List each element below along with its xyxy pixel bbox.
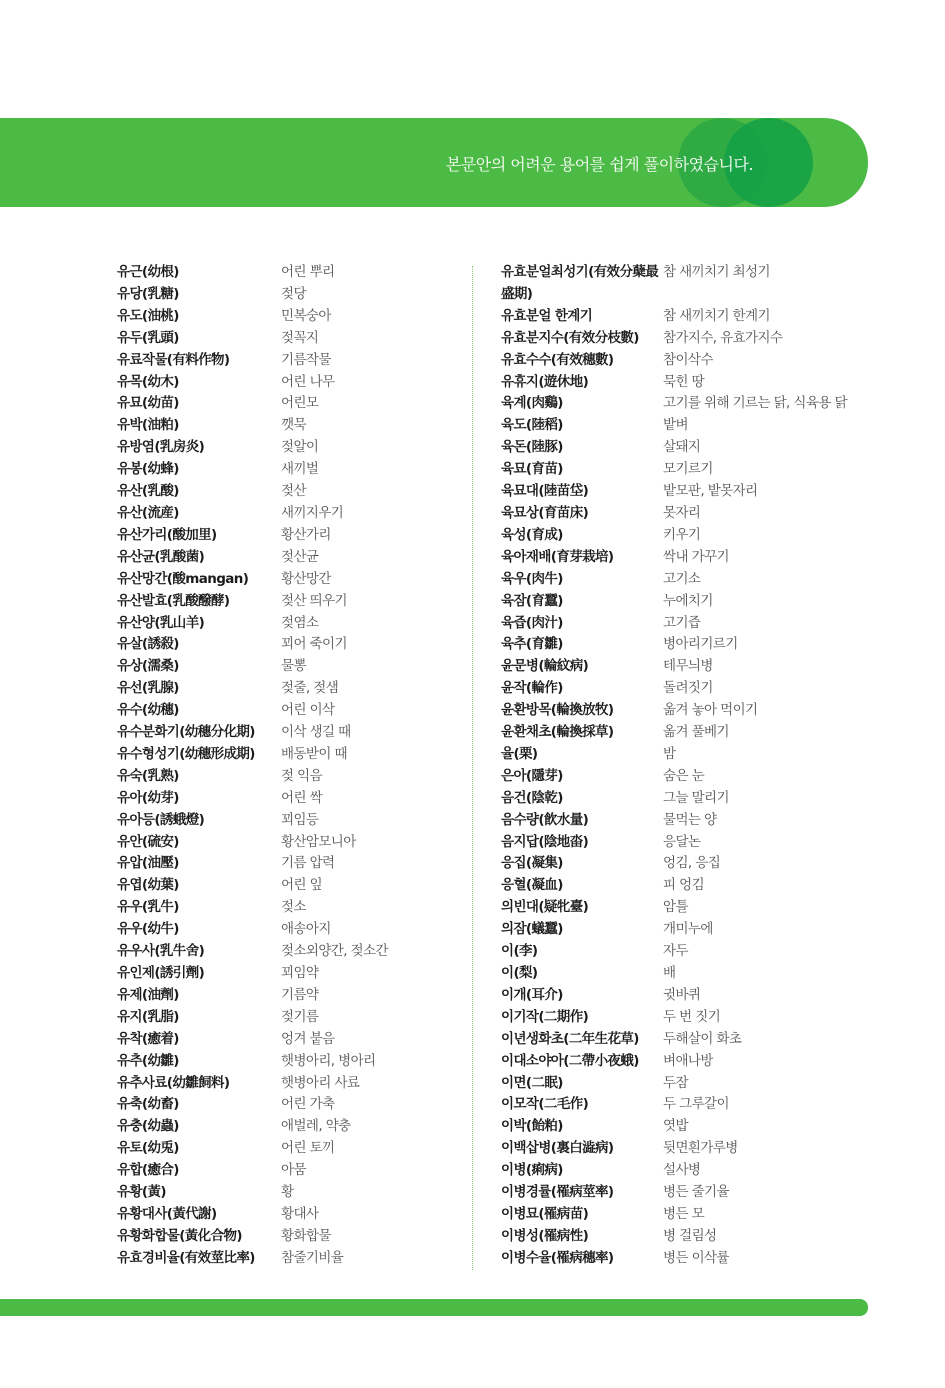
glossary-definition: 숨은 눈 [663, 767, 705, 784]
glossary-definition: 누에치기 [663, 592, 713, 609]
glossary-definition: 어린 토끼 [281, 1140, 335, 1157]
glossary-entry [117, 656, 467, 678]
glossary-term: 유우(幼牛) [117, 921, 179, 938]
glossary-definition: 이삭 생길 때 [281, 724, 351, 741]
glossary-definition: 참줄기비율 [281, 1249, 344, 1266]
glossary-term: 의잠(蟻蠶) [501, 921, 563, 938]
glossary-term: 윤작(輪作) [501, 680, 563, 697]
glossary-definition: 못자리 [663, 504, 701, 521]
glossary-definition: 병 걸림성 [663, 1227, 717, 1244]
glossary-entry [501, 963, 861, 985]
glossary-entry [117, 372, 467, 394]
glossary-definition: 물먹는 양 [663, 811, 717, 828]
glossary-definition: 젖줄, 젖샘 [281, 680, 339, 697]
glossary-entry [117, 1029, 467, 1051]
glossary-definition: 엉김, 응집 [663, 855, 721, 872]
glossary-entry [117, 919, 467, 941]
glossary-definition: 뒷면흰가루병 [663, 1140, 738, 1157]
glossary-definition: 밭벼 [663, 417, 688, 434]
glossary-term: 육묘대(陸苗垈) [501, 483, 589, 500]
glossary-definition: 젖산균 [281, 548, 319, 565]
glossary-term: 육계(肉鷄) [501, 395, 563, 412]
glossary-definition: 그늘 말리기 [663, 789, 729, 806]
glossary-definition: 병든 이삭률 [663, 1249, 729, 1266]
glossary-entry [501, 415, 861, 437]
glossary-column-right [501, 262, 861, 1270]
glossary-term: 유축(幼畜) [117, 1096, 179, 1113]
glossary-term: 유아(幼芽) [117, 789, 179, 806]
glossary-entry [117, 481, 467, 503]
glossary-term: 유방염(乳房炎) [117, 439, 205, 456]
glossary-entry [501, 1226, 861, 1248]
glossary-definition: 젖기름 [281, 1008, 319, 1025]
glossary-definition: 햇병아리 사료 [281, 1074, 360, 1091]
glossary-definition: 햇병아리, 병아리 [281, 1052, 376, 1069]
glossary-definition: 기름약 [281, 986, 319, 1003]
glossary-entry [117, 613, 467, 635]
glossary-definition: 벼애나방 [663, 1052, 713, 1069]
glossary-entry [501, 1051, 861, 1073]
glossary-entry [117, 437, 467, 459]
glossary-entry [501, 678, 861, 700]
glossary-entry [501, 788, 861, 810]
glossary-term: 유근(幼根) [117, 264, 179, 280]
glossary-entry [117, 766, 467, 788]
glossary-term: 유봉(幼蜂) [117, 461, 179, 478]
glossary-term: 이병수율(罹病穗率) [501, 1249, 614, 1266]
glossary-entry [501, 569, 861, 591]
glossary-term: 유산(乳酸) [117, 483, 179, 500]
glossary-term: 유묘(幼苗) [117, 395, 179, 412]
glossary-entry [501, 1094, 861, 1116]
glossary-definition: 황산망간 [281, 570, 331, 587]
glossary-term: 이병(痢病) [501, 1162, 563, 1179]
glossary-definition: 고기소 [663, 570, 701, 587]
glossary-entry [501, 656, 861, 678]
glossary-term: 이병묘(罹病苗) [501, 1205, 589, 1222]
glossary-term: 유수(幼穗) [117, 702, 179, 719]
glossary-entry [501, 1029, 861, 1051]
glossary-entry [117, 503, 467, 525]
glossary-definition: 옮겨 풀베기 [663, 724, 729, 741]
glossary-entry [501, 810, 861, 832]
glossary-term: 유수형성기(幼穗形成期) [117, 745, 255, 762]
glossary-definition: 모기르기 [663, 461, 713, 478]
glossary-definition: 병든 줄기율 [663, 1184, 729, 1201]
glossary-definition: 기름 압력 [281, 855, 335, 872]
glossary-definition: 돌려짓기 [663, 680, 713, 697]
glossary-term: 유숙(乳熟) [117, 767, 179, 784]
glossary-definition: 자두 [663, 943, 688, 960]
glossary-entry [117, 350, 467, 372]
glossary-definition: 젖알이 [281, 439, 319, 456]
glossary-definition: 살돼지 [663, 439, 701, 456]
glossary-term: 유안(硫安) [117, 833, 179, 850]
glossary-definition: 싹내 가꾸기 [663, 548, 729, 565]
glossary-definition: 젖산 [281, 483, 306, 500]
glossary-definition: 아뭄 [281, 1162, 306, 1179]
glossary-entry [501, 1073, 861, 1095]
glossary-definition: 옮겨 놓아 먹이기 [663, 702, 758, 719]
glossary-entry [501, 481, 861, 503]
glossary-definition: 참 새끼치기 한계기 [663, 307, 770, 324]
glossary-definition: 배 [663, 965, 676, 981]
glossary-term: 육돈(陸豚) [501, 439, 563, 456]
glossary-definition: 고기즙 [663, 614, 701, 631]
glossary-term: 유선(乳腺) [117, 680, 179, 697]
glossary-term: 이년생화초(二年生花草) [501, 1030, 639, 1047]
glossary-entry [501, 591, 861, 613]
glossary-definition: 병든 모 [663, 1205, 705, 1222]
glossary-entry [501, 1204, 861, 1226]
glossary-term: 유압(油壓) [117, 855, 179, 872]
glossary-term: 유인제(誘引劑) [117, 965, 205, 981]
glossary-entry [501, 262, 861, 306]
glossary-term: 육추(育雛) [501, 636, 563, 653]
glossary-term: 육즙(肉汁) [501, 614, 563, 631]
glossary-definition: 기름작물 [281, 351, 331, 368]
glossary-term: 유효분얼최성기(有效分蘖最盛期) [501, 264, 659, 302]
glossary-definition: 두 번 짓기 [663, 1008, 721, 1025]
glossary-entry [501, 744, 861, 766]
glossary-entry [117, 941, 467, 963]
glossary-definition: 두해살이 화초 [663, 1030, 742, 1047]
glossary-entry [501, 613, 861, 635]
glossary-term: 유효분지수(有效分枝數) [501, 329, 639, 346]
glossary-column-left [117, 262, 467, 1270]
column-divider [472, 266, 473, 1270]
glossary-term: 유황(黃) [117, 1184, 166, 1201]
glossary-term: 이대소야아(二帶小夜蛾) [501, 1052, 639, 1069]
glossary-entry [117, 875, 467, 897]
glossary-entry [117, 1226, 467, 1248]
glossary-entry [501, 941, 861, 963]
glossary-definition: 깻묵 [281, 417, 306, 434]
glossary-term: 유제(油劑) [117, 986, 179, 1003]
glossary-term: 이(梨) [501, 965, 538, 981]
glossary-entry [117, 525, 467, 547]
glossary-entry [117, 722, 467, 744]
glossary-term: 유산양(乳山羊) [117, 614, 205, 631]
glossary-definition: 젖소 [281, 899, 306, 916]
glossary-definition: 엉겨 붙음 [281, 1030, 335, 1047]
glossary-entry [501, 459, 861, 481]
glossary-term: 응혈(凝血) [501, 877, 563, 894]
glossary-entry [501, 1182, 861, 1204]
glossary-term: 유엽(幼葉) [117, 877, 179, 894]
glossary-term: 유휴지(遊休地) [501, 373, 589, 390]
glossary-entry [501, 1248, 861, 1270]
glossary-definition: 어린 뿌리 [281, 264, 335, 280]
glossary-term: 음지답(陰地畓) [501, 833, 589, 850]
glossary-entry [501, 1116, 861, 1138]
glossary-definition: 엿밥 [663, 1118, 688, 1135]
glossary-entry [117, 678, 467, 700]
glossary-entry [117, 853, 467, 875]
glossary-term: 육도(陸稻) [501, 417, 563, 434]
glossary-entry [117, 1051, 467, 1073]
glossary-entry [117, 547, 467, 569]
header-caption: 본문안의 어려운 용어를 쉽게 풀이하였습니다. [445, 155, 753, 174]
glossary-entry [117, 459, 467, 481]
glossary-entry [501, 875, 861, 897]
glossary-term: 이병성(罹病性) [501, 1227, 589, 1244]
glossary-definition: 황화합물 [281, 1227, 331, 1244]
glossary-definition: 어린 가축 [281, 1096, 335, 1113]
glossary-entry [501, 547, 861, 569]
glossary-term: 육묘(育苗) [501, 461, 563, 478]
glossary-definition: 배동받이 때 [281, 745, 347, 762]
glossary-term: 유추(幼雛) [117, 1052, 179, 1069]
glossary-entry [501, 1160, 861, 1182]
glossary-definition: 황 [281, 1184, 294, 1201]
glossary-entry [117, 393, 467, 415]
glossary-definition: 어린 나무 [281, 373, 335, 390]
glossary-definition: 황대사 [281, 1205, 319, 1222]
glossary-term: 유상(濡桑) [117, 658, 179, 675]
glossary-entry [501, 722, 861, 744]
glossary-entry [117, 897, 467, 919]
glossary-definition: 물뽕 [281, 658, 306, 675]
glossary-definition: 암틀 [663, 899, 688, 916]
glossary-term: 윤환채초(輪換採草) [501, 724, 614, 741]
glossary-term: 유료작물(有料作物) [117, 351, 230, 368]
glossary-definition: 병아리기르기 [663, 636, 738, 653]
glossary-entry [501, 503, 861, 525]
glossary-entry [117, 1007, 467, 1029]
glossary-entry [501, 393, 861, 415]
glossary-term: 유목(幼木) [117, 373, 179, 390]
glossary-entry [501, 437, 861, 459]
glossary-term: 유우(乳牛) [117, 899, 179, 916]
glossary-definition: 두 그루갈이 [663, 1096, 729, 1113]
glossary-term: 은아(隱芽) [501, 767, 563, 784]
glossary-entry [117, 306, 467, 328]
glossary-definition: 고기를 위해 기르는 닭, 식육용 닭 [663, 395, 847, 412]
glossary-entry [117, 284, 467, 306]
glossary-entry [117, 832, 467, 854]
glossary-term: 유충(幼蟲) [117, 1118, 179, 1135]
glossary-entry [501, 372, 861, 394]
glossary-definition: 설사병 [663, 1162, 701, 1179]
glossary-term: 유황화합물(黃化合物) [117, 1227, 242, 1244]
glossary-entry [117, 1160, 467, 1182]
glossary-entry [117, 415, 467, 437]
glossary-definition: 젖소외양간, 젖소간 [281, 943, 388, 960]
glossary-term: 유합(癒合) [117, 1162, 179, 1179]
glossary-definition: 귓바퀴 [663, 986, 701, 1003]
glossary-entry [117, 328, 467, 350]
footer-bar [0, 1299, 868, 1316]
glossary-definition: 꾀어 죽이기 [281, 636, 347, 653]
glossary-entry [501, 350, 861, 372]
glossary-entry [501, 985, 861, 1007]
glossary-definition: 참이삭수 [663, 351, 713, 368]
glossary-definition: 밭모판, 밭못자리 [663, 483, 758, 500]
glossary-term: 유산망간(酸mangan) [117, 570, 249, 587]
glossary-entry [117, 985, 467, 1007]
glossary-term: 이개(耳介) [501, 986, 563, 1003]
glossary-definition: 피 엉김 [663, 877, 705, 894]
glossary-entry [117, 569, 467, 591]
glossary-term: 유추사료(幼雛飼料) [117, 1074, 230, 1091]
glossary-definition: 젖당 [281, 285, 306, 302]
glossary-term: 육잠(育蠶) [501, 592, 563, 609]
glossary-term: 유두(乳頭) [117, 329, 179, 346]
glossary-definition: 어린 싹 [281, 789, 323, 806]
glossary-entry [117, 634, 467, 656]
glossary-term: 유박(油粕) [117, 417, 179, 434]
glossary-definition: 참 새끼치기 최성기 [663, 264, 770, 280]
glossary-term: 유산(流産) [117, 504, 179, 521]
glossary-definition: 테무늬병 [663, 658, 713, 675]
glossary-definition: 밤 [663, 745, 676, 762]
glossary-entry [117, 1138, 467, 1160]
glossary-entry [117, 788, 467, 810]
glossary-term: 의빈대(疑牝臺) [501, 899, 589, 916]
glossary-term: 이면(二眠) [501, 1074, 563, 1091]
glossary-entry [501, 700, 861, 722]
glossary-entry [501, 306, 861, 328]
glossary-definition: 어린 잎 [281, 877, 323, 894]
glossary-term: 육우(肉牛) [501, 570, 563, 587]
glossary-term: 유도(油桃) [117, 307, 179, 324]
glossary-definition: 젖꼭지 [281, 329, 319, 346]
glossary-definition: 어린 이삭 [281, 702, 335, 719]
glossary-definition: 꾀임등 [281, 811, 319, 828]
glossary-term: 유산균(乳酸菌) [117, 548, 205, 565]
glossary-term: 육아재배(育芽栽培) [501, 548, 614, 565]
glossary-definition: 민복숭아 [281, 307, 331, 324]
glossary-entry [117, 1182, 467, 1204]
glossary-term: 이기작(二期作) [501, 1008, 589, 1025]
glossary-term: 육묘상(育苗床) [501, 504, 589, 521]
glossary-entry [117, 591, 467, 613]
glossary-term: 유효분얼 한계기 [501, 307, 593, 324]
glossary-entry [117, 1204, 467, 1226]
glossary-term: 율(栗) [501, 745, 538, 762]
glossary-term: 유효수수(有效穗數) [501, 351, 614, 368]
glossary-entry [117, 1116, 467, 1138]
glossary-entry [501, 897, 861, 919]
glossary-term: 윤환방목(輪換放牧) [501, 702, 614, 719]
glossary-term: 유산발효(乳酸醱酵) [117, 592, 230, 609]
glossary-term: 유우사(乳牛舍) [117, 943, 205, 960]
glossary-term: 유당(乳糖) [117, 285, 179, 302]
glossary-term: 음수량(飮水量) [501, 811, 589, 828]
glossary-term: 이병경률(罹病莖率) [501, 1184, 614, 1201]
glossary-definition: 참가지수, 유효가지수 [663, 329, 783, 346]
glossary-term: 이박(飴粕) [501, 1118, 563, 1135]
glossary-definition: 두잠 [663, 1074, 688, 1091]
glossary-entry [501, 919, 861, 941]
glossary-definition: 젖 익음 [281, 767, 323, 784]
glossary-term: 음건(陰乾) [501, 789, 563, 806]
glossary-term: 유수분화기(幼穗分化期) [117, 724, 255, 741]
glossary-term: 유효경비율(有效莖比率) [117, 1249, 255, 1266]
glossary-entry [117, 963, 467, 985]
glossary-definition: 키우기 [663, 526, 701, 543]
glossary-entry [501, 832, 861, 854]
glossary-definition: 개미누에 [663, 921, 713, 938]
glossary-term: 유지(乳脂) [117, 1008, 179, 1025]
glossary-definition: 새끼벌 [281, 461, 319, 478]
glossary-term: 육성(育成) [501, 526, 563, 543]
glossary-definition: 응달논 [663, 833, 701, 850]
glossary-definition: 애송아지 [281, 921, 331, 938]
glossary-term: 응집(凝集) [501, 855, 563, 872]
glossary-entry [117, 1073, 467, 1095]
glossary-term: 이모작(二毛作) [501, 1096, 589, 1113]
glossary-entry [501, 853, 861, 875]
glossary-definition: 황산가리 [281, 526, 331, 543]
glossary-entry [501, 1007, 861, 1029]
glossary-term: 유황대사(黃代謝) [117, 1205, 217, 1222]
glossary-definition: 황산암모니아 [281, 833, 356, 850]
glossary-entry [117, 1094, 467, 1116]
glossary-definition: 젖산 띄우기 [281, 592, 347, 609]
glossary-term: 이(李) [501, 943, 538, 960]
glossary-entry [501, 766, 861, 788]
glossary-entry [117, 262, 467, 284]
glossary-term: 유토(幼兎) [117, 1140, 179, 1157]
glossary-term: 유산가리(酸加里) [117, 526, 217, 543]
glossary-term: 유착(癒着) [117, 1030, 179, 1047]
glossary-entry [117, 1248, 467, 1270]
glossary-entry [117, 700, 467, 722]
glossary-entry [501, 1138, 861, 1160]
glossary-entry [501, 525, 861, 547]
glossary-definition: 꾀임약 [281, 965, 319, 981]
glossary-entry [501, 634, 861, 656]
glossary-entry [117, 744, 467, 766]
glossary-definition: 애벌레, 약충 [281, 1118, 351, 1135]
glossary-entry [501, 328, 861, 350]
glossary-definition: 묵힌 땅 [663, 373, 705, 390]
glossary-definition: 새끼지우기 [281, 504, 344, 521]
glossary-term: 유살(誘殺) [117, 636, 179, 653]
glossary-term: 윤문병(輪紋病) [501, 658, 589, 675]
glossary-definition: 어린모 [281, 395, 319, 412]
glossary-definition: 젖염소 [281, 614, 319, 631]
glossary-term: 이백삽병(裏白澁病) [501, 1140, 614, 1157]
glossary-entry [117, 810, 467, 832]
glossary-term: 유아등(誘蛾燈) [117, 811, 205, 828]
